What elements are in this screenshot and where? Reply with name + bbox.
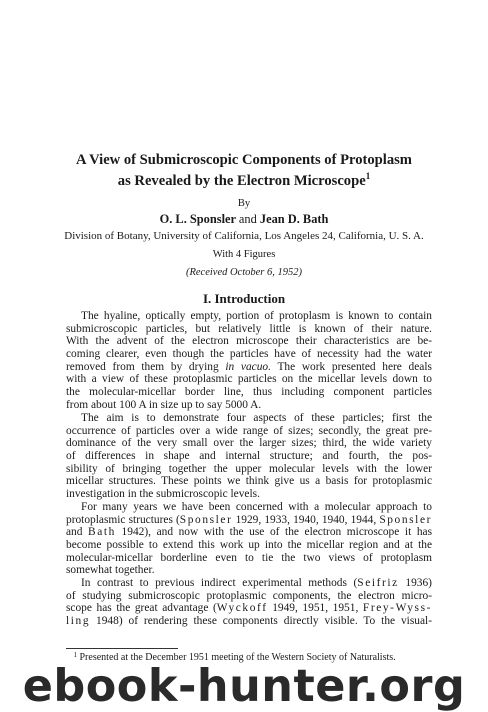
paragraph-line — [66, 526, 432, 539]
paragraph-text: 1942), and now with the use of the electron microscope it has — [115, 526, 433, 539]
article-title — [40, 150, 448, 192]
paragraph-text: 1929, 1933, 1940, 1940, 1944, — [232, 513, 380, 526]
affiliation: Division of Botany, University of California, Los Angeles 24, California, U. S. A. — [64, 230, 424, 242]
paragraph-line — [66, 361, 432, 374]
paragraph-line: micellar structures. These points we think give us a basis for protoplasmic — [66, 475, 432, 488]
paragraph-text: and — [66, 526, 89, 539]
paragraph-line: dominance of the very small over the larger sizes; third, the wide variety — [66, 437, 432, 450]
paragraph-line: somewhat together. — [66, 564, 155, 577]
paragraph-line: investigation in the submicroscopic levels. — [66, 487, 260, 500]
section-heading: I. Introduction — [202, 291, 286, 306]
citation-author: Seifriz — [357, 577, 399, 589]
italic-term: in vacuo. — [225, 360, 271, 373]
paragraph-text: scope has the great advantage ( — [66, 602, 217, 615]
author-line — [0, 212, 488, 227]
paragraph-line: submicroscopic particles, but relatively little is known of their nature. — [66, 322, 432, 335]
figure-count: With 4 Figures — [212, 249, 276, 260]
footnote-text: Presented at the December 1951 meeting of the Western Society of Naturalists. — [79, 652, 396, 663]
author-1: O. L. Sponsler — [159, 212, 236, 226]
paragraph-line: For many years we have been concerned with a molecular approach to — [81, 501, 432, 513]
citation-author: ling — [66, 614, 91, 627]
paragraph-line: become possible to extend this work up into the micellar region and at the — [66, 538, 432, 551]
paragraph-text: 1948) of rendering these components directly visible. To the visual- — [90, 614, 432, 627]
author-2: Jean D. Bath — [259, 212, 329, 226]
watermark: ebook-hunter.org — [22, 661, 466, 712]
citation-author: Frey-Wyss- — [362, 602, 432, 615]
citation-author: Bath — [88, 526, 116, 539]
paragraph-text: The work presented here deals — [277, 360, 432, 373]
paragraph-line: The hyaline, optically empty, portion of protoplasm is known to contain — [81, 310, 432, 322]
citation-author: Wyckoff — [216, 602, 268, 615]
paragraph-line: of differences in shape and internal structure; and fourth, the pos- — [66, 449, 432, 462]
title-line-1: A View of Submicroscopic Components of Protoplasm — [76, 152, 412, 168]
paragraph-line: of studying submicroscopic protoplasmic components, the electron micro- — [66, 589, 432, 602]
paragraph-line: sibility of bringing together the upper molecular levels with the lower — [66, 462, 432, 475]
paragraph-line — [66, 615, 432, 628]
paragraph-3 — [66, 501, 432, 577]
title-line-2 — [40, 171, 448, 192]
title-line-2-text: as Revealed by the Electron Microscope — [117, 173, 366, 189]
byline-by: By — [237, 198, 251, 209]
paragraph-line: molecular-micellar borderline even to tie the two views of protoplasm — [66, 551, 432, 564]
title-footnote-mark: 1 — [365, 171, 371, 181]
paragraph-4 — [66, 577, 432, 628]
citation-author: Sponsler — [179, 513, 233, 526]
footnote-mark: 1 — [73, 651, 77, 659]
paragraph-line: from about 100 A in size up to say 5000 A. — [66, 398, 262, 411]
paragraph-2 — [66, 412, 432, 501]
paragraph-text: 1936) — [398, 577, 432, 589]
paragraph-text: removed from them by drying — [66, 360, 219, 373]
paragraph-line — [66, 514, 432, 527]
paragraph-line: With the advent of the electron microscope their characteristics are be- — [66, 335, 432, 348]
citation-author: Sponsler — [379, 513, 432, 526]
footnote-rule — [66, 648, 178, 649]
paragraph-line: The aim is to demonstrate four aspects of these particles; first the — [81, 412, 432, 424]
author-conjunction: and — [238, 212, 257, 226]
paragraph-line: with a view of these protoplasmic particles on the micellar levels down to — [66, 373, 432, 386]
paragraph-1 — [66, 310, 432, 411]
paragraph-line — [66, 602, 432, 615]
paragraph-text: protoplasmic structures ( — [66, 513, 180, 526]
paragraph-line — [66, 577, 432, 590]
paragraph-text: In contrast to previous indirect experimental methods ( — [81, 577, 358, 589]
received-date: (Received October 6, 1952) — [185, 267, 303, 278]
paragraph-line: occurrence of particles over a wide range of sizes; secondly, the great pre- — [66, 424, 432, 437]
paragraph-line: coming clearer, even though the particles have of necessity had the water — [66, 347, 432, 360]
paragraph-text: 1949, 1951, 1951, — [267, 602, 363, 615]
paragraph-line: the molecular-micellar border line, thus including component particles — [66, 385, 432, 398]
